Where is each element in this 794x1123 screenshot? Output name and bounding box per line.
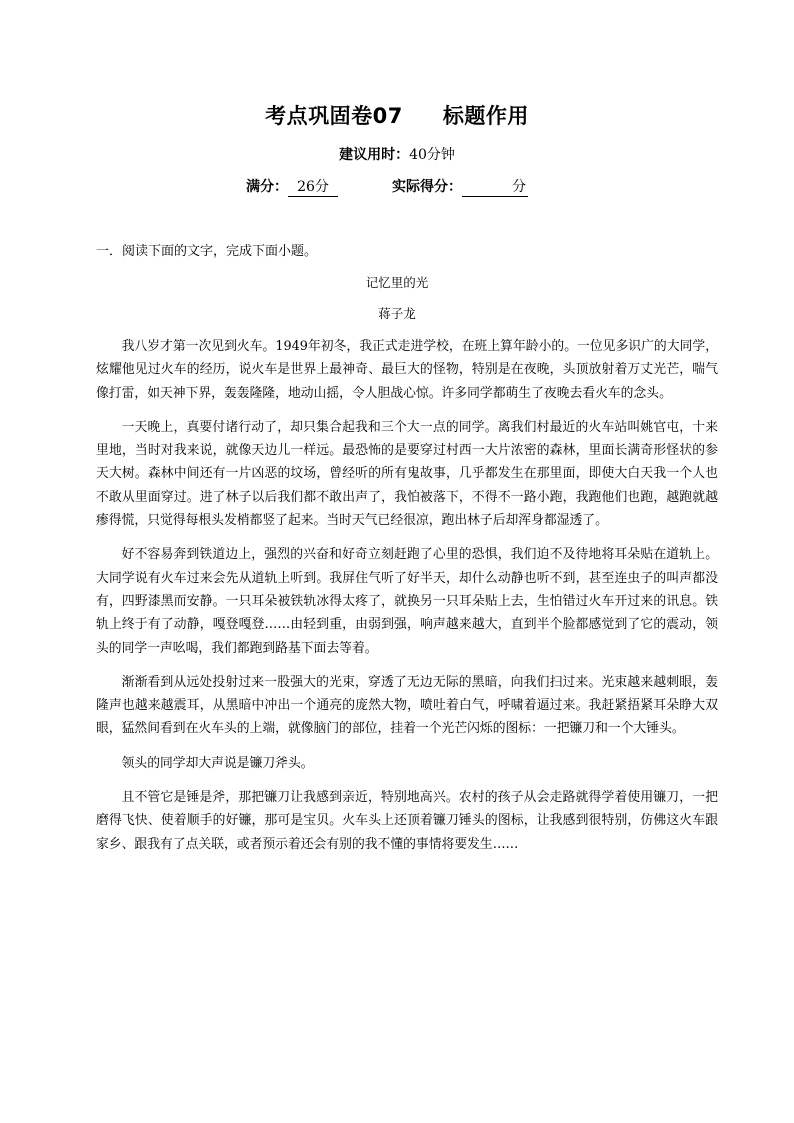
article-paragraph: 一天晚上，真要付诸行动了，却只集合起我和三个大一点的同学。离我们村最近的火车站叫姚官屯，十来里地，当时对我来说，就像天边儿一样远。最恐怖的是要穿过村西一大片浓密的森林，里面长满奇形怪状的参天大树。森林中间还有一片凶恶的坟场，曾经听的所有鬼故事，几乎都发生在那里面，即使大白天我一个人也不敢从里面穿过。进了林子以后我们都不敢出声了，我怕被落下，不得不一路小跑，我跑他们也跑，越跑就越瘆得慌，只觉得每根头发梢都竖了起来。当时天气已经很凉，跑出林子后却浑身都湿透了。 bbox=[96, 419, 718, 529]
suggested-time bbox=[0, 144, 794, 164]
article-paragraph: 我八岁才第一次见到火车。1949年初冬，我正式走进学校，在班上算年龄小的。一位见多识广的大同学，炫耀他见过火车的经历，说火车是世界上最神奇、最巨大的怪物，特别是在夜晚，头顶放射着万丈光芒，喘气像打雷，如天神下界，轰轰隆隆，地动山摇，令人胆战心惊。许多同学都萌生了夜晚去看火车的念头。 bbox=[96, 339, 718, 401]
article-paragraph: 且不管它是锤是斧，那把镰刀让我感到亲近，特别地高兴。农村的孩子从会走路就得学着使用镰刀，一把磨得飞快、使着顺手的好镰，那可是宝贝。火车头上还顶着镰刀锤头的图标，让我感到很特别，仿佛这火车跟家乡、跟我有了点关联，或者预示着还会有别的我不懂的事情将要发生…… bbox=[96, 790, 718, 852]
article-body bbox=[96, 335, 718, 867]
title-topic: 标题作用 bbox=[442, 104, 529, 128]
page-title bbox=[0, 100, 794, 130]
article-title: 记忆里的光 bbox=[365, 275, 429, 290]
article-author: 蒋子龙 bbox=[378, 306, 416, 321]
suggested-time-value: 40分钟 bbox=[409, 147, 455, 163]
suggested-time-label: 建议用时： bbox=[339, 147, 410, 163]
actual-score-blank: 分 bbox=[462, 176, 528, 197]
full-score-value: 26分 bbox=[288, 176, 338, 197]
article-paragraph: 渐渐看到从远处投射过来一股强大的光束，穿透了无边无际的黑暗，向我们扫过来。光束越来越刺眼，轰隆声也越来越震耳，从黑暗中冲出一个通亮的庞然大物，喷吐着白气，呼啸着逼过来。我赶紧捂紧耳朵睁大双眼，猛然间看到在火车头的上端，就像脑门的部位，挂着一个光芒闪烁的图标：一把镰刀和一个大锤头。 bbox=[96, 674, 718, 737]
article-paragraph: 好不容易奔到铁道边上，强烈的兴奋和好奇立刻赶跑了心里的恐惧，我们迫不及待地将耳朵贴在道轨上。大同学说有火车过来会先从道轨上听到。我屏住气听了好半天，却什么动静也听不到，甚至连虫子的叫声都没有，四野漆黑而安静。一只耳朵被铁轨冰得太疼了，就换另一只耳朵贴上去，生怕错过火车开过来的讯息。铁轨上终于有了动静，嘎登嘎登……由轻到重，由弱到强，响声越来越大，直到半个脸都感觉到了它的震动，领头的同学一声吆喝，我们都跑到路基下面去等着。 bbox=[96, 547, 718, 656]
article-paragraph: 领头的同学却大声说是镰刀斧头。 bbox=[121, 755, 314, 771]
full-score-label: 满分： bbox=[246, 179, 288, 195]
section-heading: 一．阅读下面的文字，完成下面小题。 bbox=[96, 244, 318, 259]
score-line bbox=[246, 176, 528, 197]
title-exam-name: 考点巩固卷07 bbox=[265, 104, 403, 128]
actual-score-label: 实际得分： bbox=[392, 179, 462, 195]
